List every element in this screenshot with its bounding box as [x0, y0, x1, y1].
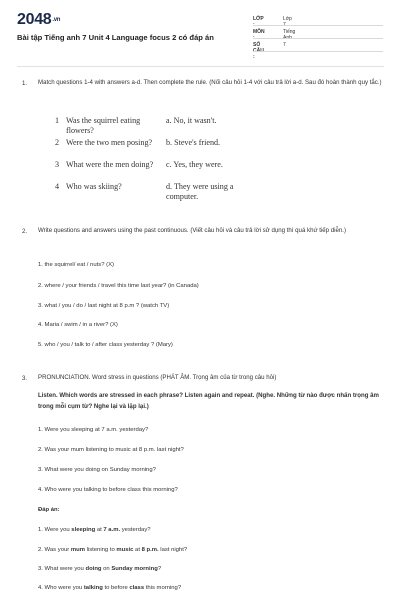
q3-item-1: 1. Were you sleeping at 7 a.m. yesterday? [38, 427, 149, 433]
question-3-instruction: PRONUNCIATION. Word stress in questions (PHÁT ÂM. Trọng âm của từ trong câu hỏi) [38, 374, 277, 381]
meta-class-key: LỚP [253, 16, 264, 22]
q3-answer-2 [38, 547, 384, 553]
meta-divider [253, 25, 383, 26]
match-question-text: What were the men doing? [66, 160, 154, 169]
meta-divider [253, 38, 383, 39]
stressed-word: doing [85, 566, 102, 572]
logo-suffix: .vn [52, 16, 61, 23]
q3-item-4: 4. Who were you talking to before class this morning? [38, 487, 178, 493]
match-question-number: 1 [55, 116, 60, 125]
answer-text: on [101, 566, 112, 572]
match-answer-text: c. Yes, they were. [166, 160, 223, 169]
meta-subject-key: MÔN [253, 29, 265, 35]
stressed-word: 8 p.m. [141, 547, 159, 553]
question-1-instruction: Match questions 1-4 with answers a-d. Then complete the rule. (Nối câu hỏi 1-4 với câu trả lời a-d. Sau đó hoàn thành quy tắc.) [38, 79, 382, 86]
answer-text: at [95, 527, 104, 533]
stressed-word: 7 a.m. [103, 527, 121, 533]
meta-count-key: SỐ : [253, 42, 261, 60]
q2-item-2: 2. where / your friends / travel this time last year? (in Canada) [38, 283, 199, 289]
match-answer-text: b. Steve's friend. [166, 138, 221, 147]
match-question-number: 3 [55, 160, 60, 169]
answer-text: 3. What were you [38, 566, 86, 572]
answer-text: 2. Was your [38, 547, 71, 553]
stressed-word: sleeping [71, 527, 96, 533]
match-answer-text: a. No, it wasn't. [166, 116, 217, 125]
q2-item-1: 1. the squirrel/ eat / nuts? (X) [38, 262, 114, 268]
stressed-word: talking [83, 585, 103, 591]
meta-subject-value: Tiếng [283, 29, 296, 35]
match-question-text: Who was skiing? [66, 182, 122, 191]
answer-text: yesterday? [120, 527, 151, 533]
q3-listen-instruction: Listen. Which words are stressed in each phrase? Listen again and repeat. (Nghe. Những từ nào được nhấn trọng âm trong mỗi cụm từ? Nghe lại và lặp lại.) [38, 392, 379, 410]
match-question-text: Was the squirrel eating flowers? [66, 116, 141, 135]
match-question-text: Were the two men posing? [66, 138, 153, 147]
answer-text: to before [102, 585, 130, 591]
header-divider [17, 66, 384, 67]
q2-item-3: 3. what / you / do / last night at 8 p.m ? (watch TV) [38, 303, 170, 309]
answer-label: Đáp án: [38, 507, 60, 513]
question-2-number: 2. [22, 228, 28, 235]
stressed-word: music [116, 547, 134, 553]
meta-count-value: 7 [283, 42, 286, 48]
meta-class-value: Lớp [283, 16, 292, 22]
q3-answer-3 [38, 566, 384, 572]
answer-text: 1. Were you [38, 527, 72, 533]
answer-text: ? [157, 566, 162, 572]
q3-item-3: 3. What were you doing on Sunday morning? [38, 467, 156, 473]
stressed-word: Sunday morning [111, 566, 158, 572]
answer-text: listening to [84, 547, 117, 553]
answer-text: 4. Who were you [38, 585, 84, 591]
logo-text: 2048 [17, 11, 52, 28]
document-title: Bài tập Tiếng anh 7 Unit 4 Language focus 2 có đáp án [17, 33, 214, 42]
stressed-word: class [129, 585, 145, 591]
q3-answer-1 [38, 527, 384, 533]
match-question-number: 2 [55, 138, 60, 147]
q3-item-2: 2. Was your mum listening to music at 8 p.m. last night? [38, 447, 184, 453]
question-2-instruction: Write questions and answers using the past continuous. (Viết câu hỏi và câu trả lời sử dụng thì quá khứ tiếp diễn.) [38, 227, 346, 234]
q3-answer-4 [38, 585, 384, 591]
match-question-number: 4 [55, 182, 60, 191]
answer-text: at [133, 547, 142, 553]
match-answer-text: d. They were using a computer. [166, 182, 234, 201]
q2-item-4: 4. Maria / swim / in a river? (X) [38, 322, 118, 328]
site-logo[interactable] [17, 11, 60, 29]
question-3-number: 3. [22, 375, 28, 382]
answer-text: last night? [158, 547, 188, 553]
answer-text: this morning? [144, 585, 182, 591]
q2-item-5: 5. who / you / talk to / after class yesterday ? (Mary) [38, 342, 173, 348]
question-1-number: 1. [22, 80, 28, 87]
stressed-word: mum [70, 547, 85, 553]
meta-divider [253, 51, 383, 52]
